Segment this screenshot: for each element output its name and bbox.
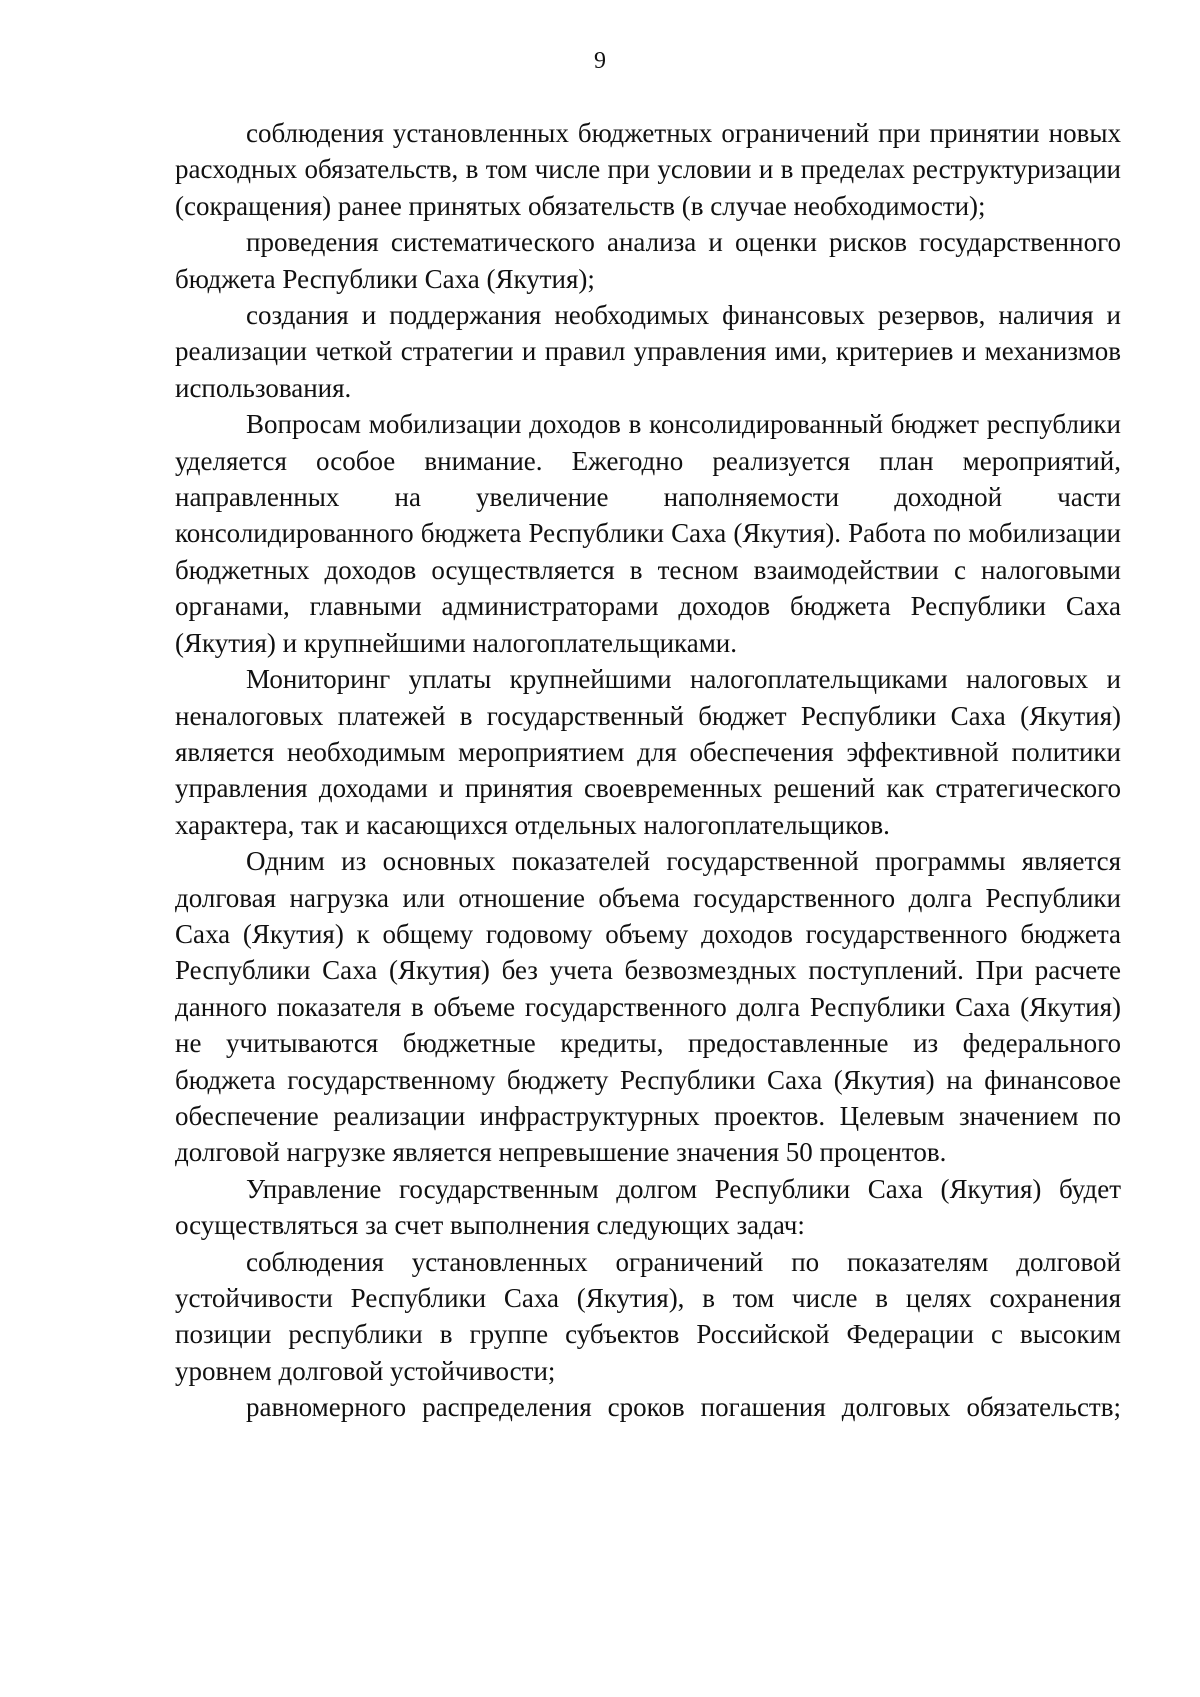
document-body (175, 115, 1121, 1426)
paragraph-debt-burden: Одним из основных показателей государственной программы является долговая нагрузка или отношение объема государственного долга Республики Саха (Якутия) к общему годовому объему доходов государственного бюджета Республики Саха (Якутия) без учета безвозмездных поступлений. При расчете данного показателя в объеме государственного долга Республики Саха (Якутия) не учитываются бюджетные кредиты, предоставленные из федерального бюджета государственному бюджету Республики Саха (Якутия) на финансовое обеспечение реализации инфраструктурных проектов. Целевым значением по долговой нагрузке является непревышение значения 50 процентов. (175, 846, 1121, 1168)
paragraph-risk-analysis: проведения систематического анализа и оценки рисков государственного бюджета Республики Саха (Якутия); (175, 227, 1121, 294)
paragraph-financial-reserves: создания и поддержания необходимых финансовых резервов, наличия и реализации четкой стратегии и правил управления ими, критериев и механизмов использования. (175, 300, 1121, 403)
paragraph-debt-sustainability: соблюдения установленных ограничений по показателям долговой устойчивости Республики Саха (Якутия), в том числе в целях сохранения позиции республики в группе субъектов Российской Федерации с высоким уровнем долговой устойчивости; (175, 1246, 1121, 1386)
paragraph-taxpayer-monitoring: Мониторинг уплаты крупнейшими налогоплательщиками налоговых и неналоговых платежей в государственный бюджет Республики Саха (Якутия) является необходимым мероприятием для обеспечения эффективной политики управления доходами и принятия своевременных решений как стратегического характера, так и касающихся отдельных налогоплательщиков. (175, 664, 1121, 840)
paragraph-repayment-distribution: равномерного распределения сроков погашения долговых обязательств; (246, 1392, 1121, 1423)
paragraph-revenue-mobilization: Вопросам мобилизации доходов в консолидированный бюджет республики уделяется особое внимание. Ежегодно реализуется план мероприятий, направленных на увеличение наполняемости доходной части консолидированного бюджета Республики Саха (Якутия). Работа по мобилизации бюджетных доходов осуществляется в тесном взаимодействии с налоговыми органами, главными администраторами доходов бюджета Республики Саха (Якутия) и крупнейшими налогоплательщиками. (175, 409, 1121, 658)
paragraph-debt-management-intro: Управление государственным долгом Республики Саха (Якутия) будет осуществляться за счет выполнения следующих задач: (175, 1173, 1121, 1241)
paragraph-budget-constraints: соблюдения установленных бюджетных ограничений при принятии новых расходных обязательств, в том числе при условии и в пределах реструктуризации (сокращения) ранее принятых обязательств (в случае необходимости); (175, 118, 1121, 221)
page-number: 9 (594, 48, 606, 74)
